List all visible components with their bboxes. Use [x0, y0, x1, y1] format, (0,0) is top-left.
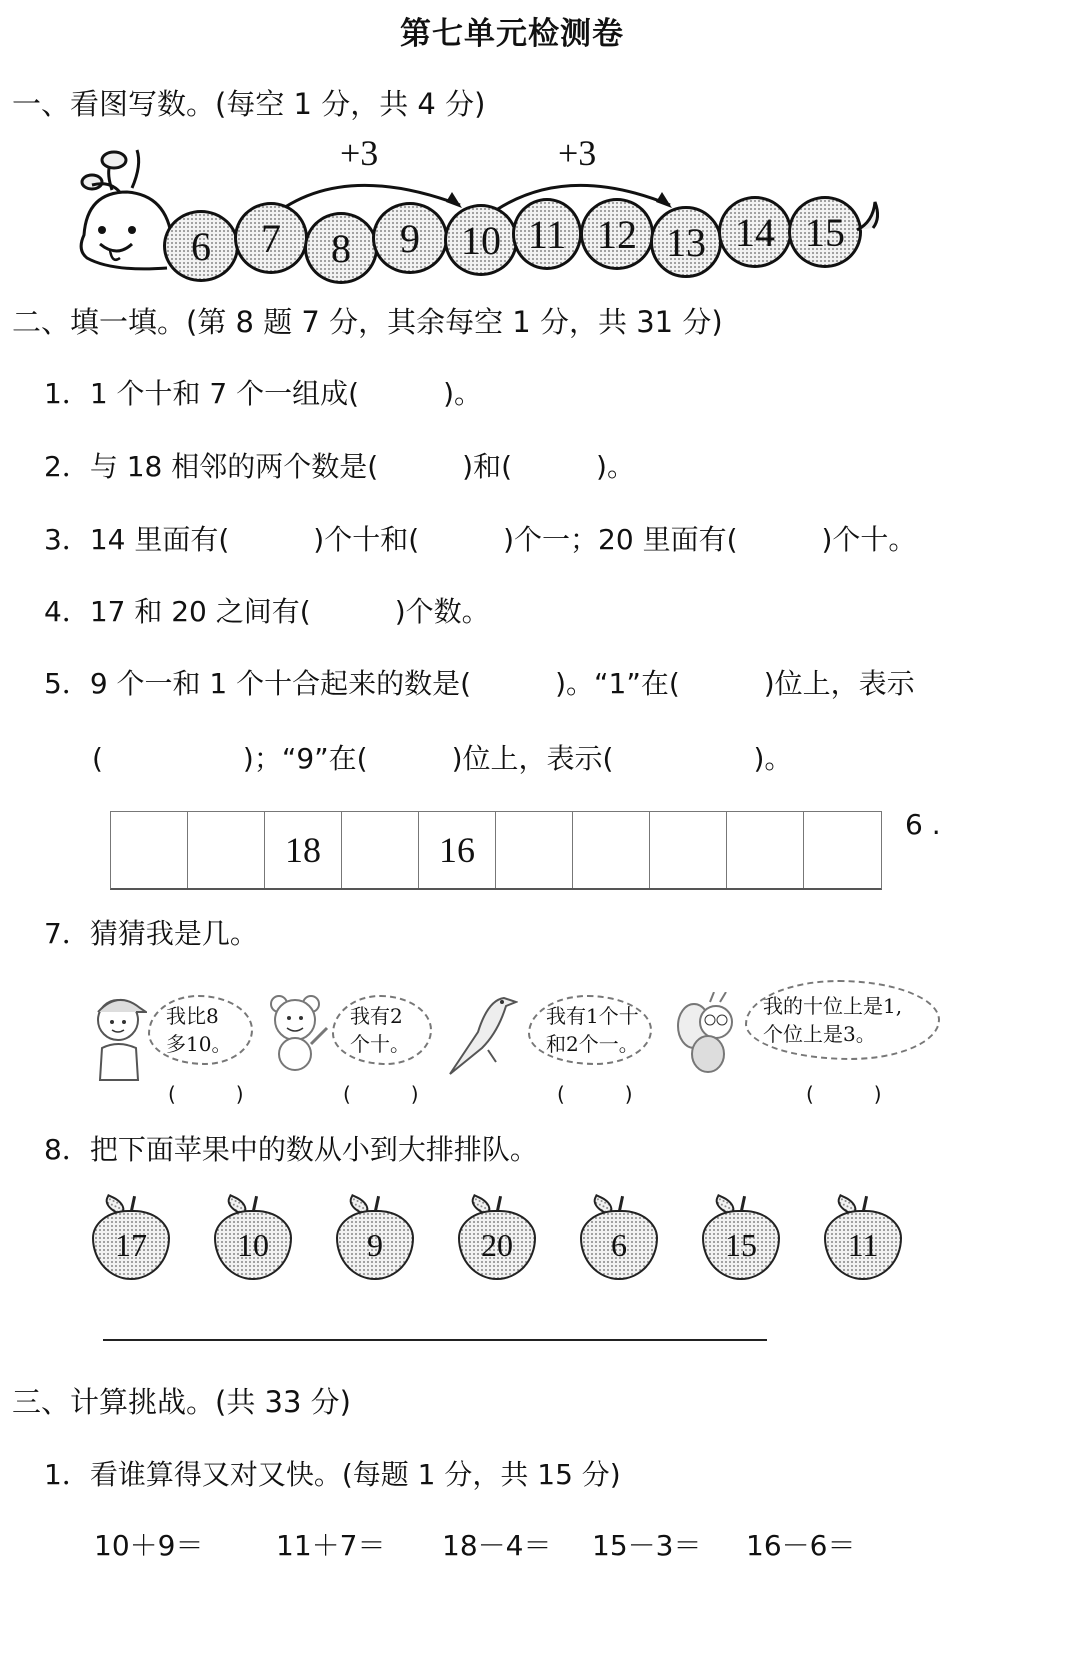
apple-9: 9: [336, 1196, 414, 1280]
answer-blank[interactable]: ( ): [343, 1082, 419, 1106]
question-3: 3．14 里面有( )个十和( )个一；20 里面有( )个十。: [44, 523, 917, 556]
apple-17: 17: [92, 1196, 170, 1280]
answer-blank[interactable]: ( ): [168, 1082, 244, 1106]
answer-line[interactable]: [103, 1339, 767, 1341]
bear-icon: [265, 992, 335, 1077]
caterpillar-segment: 8: [304, 212, 378, 284]
grid-cell[interactable]: [111, 812, 188, 888]
caterpillar-figure: [0, 130, 1080, 290]
grid-cell[interactable]: [650, 812, 727, 888]
section-1-heading: 一、看图写数。(每空 1 分，共 4 分): [12, 87, 486, 121]
caterpillar-segment: 11: [512, 198, 582, 270]
question-5-continuation: ( )；“9”在( )位上，表示( )。: [92, 742, 793, 775]
grid-cell: 18: [265, 812, 342, 888]
page-title: 第七单元检测卷: [400, 16, 624, 52]
caterpillar-segment: 7: [234, 202, 308, 274]
speech-bubble-boy: 我比8 多10。: [148, 995, 253, 1065]
equation: 15－3＝: [592, 1529, 702, 1562]
arrow-label-1: +3: [340, 133, 379, 173]
caterpillar-segment: 15: [788, 196, 862, 268]
section-3-question-1: 1．看谁算得又对又快。(每题 1 分，共 15 分): [44, 1458, 621, 1491]
grid-cell[interactable]: [573, 812, 650, 888]
grid-cell[interactable]: [496, 812, 573, 888]
caterpillar-tail-icon: [855, 200, 885, 240]
speech-bubble-bird: 我有1个十 和2个一。: [528, 995, 652, 1065]
caterpillar-segment: 14: [718, 196, 792, 268]
equation: 11＋7＝: [276, 1529, 386, 1562]
caterpillar-segment: 13: [650, 206, 722, 278]
answer-blank[interactable]: ( ): [557, 1082, 633, 1106]
apple-15: 15: [702, 1196, 780, 1280]
grid-cell[interactable]: [804, 812, 881, 888]
question-1: 1．1 个十和 7 个一组成( )。: [44, 377, 482, 410]
grid-cell[interactable]: [727, 812, 804, 888]
section-3-heading: 三、计算挑战。(共 33 分): [12, 1385, 351, 1419]
question-6-label: 6 .: [905, 808, 941, 841]
equation: 10＋9＝: [94, 1529, 204, 1562]
caterpillar-segment: 9: [372, 202, 448, 274]
question-7: 7．猜猜我是几。: [44, 917, 258, 950]
question-5: 5．9 个一和 1 个十合起来的数是( )。“1”在( )位上，表示: [44, 667, 915, 700]
equation: 18－4＝: [442, 1529, 552, 1562]
apple-11: 11: [824, 1196, 902, 1280]
speech-bubble-bear: 我有2 个十。: [332, 995, 432, 1065]
caterpillar-segment: 12: [580, 198, 654, 270]
speech-bubble-bee: 我的十位上是1, 个位上是3。: [745, 980, 940, 1060]
apple-20: 20: [458, 1196, 536, 1280]
answer-blank[interactable]: ( ): [806, 1082, 882, 1106]
arrow-label-2: +3: [558, 133, 597, 173]
grid-cell[interactable]: [342, 812, 419, 888]
grid-cell: 16: [419, 812, 496, 888]
boy-icon: [92, 990, 147, 1085]
apple-10: 10: [214, 1196, 292, 1280]
equation: 16－6＝: [746, 1529, 856, 1562]
caterpillar-segment: 6: [163, 210, 239, 282]
section-2-heading: 二、填一填。(第 8 题 7 分，其余每空 1 分，共 31 分): [12, 305, 723, 339]
bird-icon: [448, 992, 518, 1077]
number-grid: [110, 811, 882, 890]
caterpillar-segment: 10: [444, 204, 518, 276]
grid-cell[interactable]: [188, 812, 265, 888]
question-4: 4．17 和 20 之间有( )个数。: [44, 595, 490, 628]
question-2: 2．与 18 相邻的两个数是( )和( )。: [44, 450, 635, 483]
bee-icon: [676, 992, 746, 1077]
question-8: 8．把下面苹果中的数从小到大排排队。: [44, 1133, 538, 1166]
apple-6: 6: [580, 1196, 658, 1280]
